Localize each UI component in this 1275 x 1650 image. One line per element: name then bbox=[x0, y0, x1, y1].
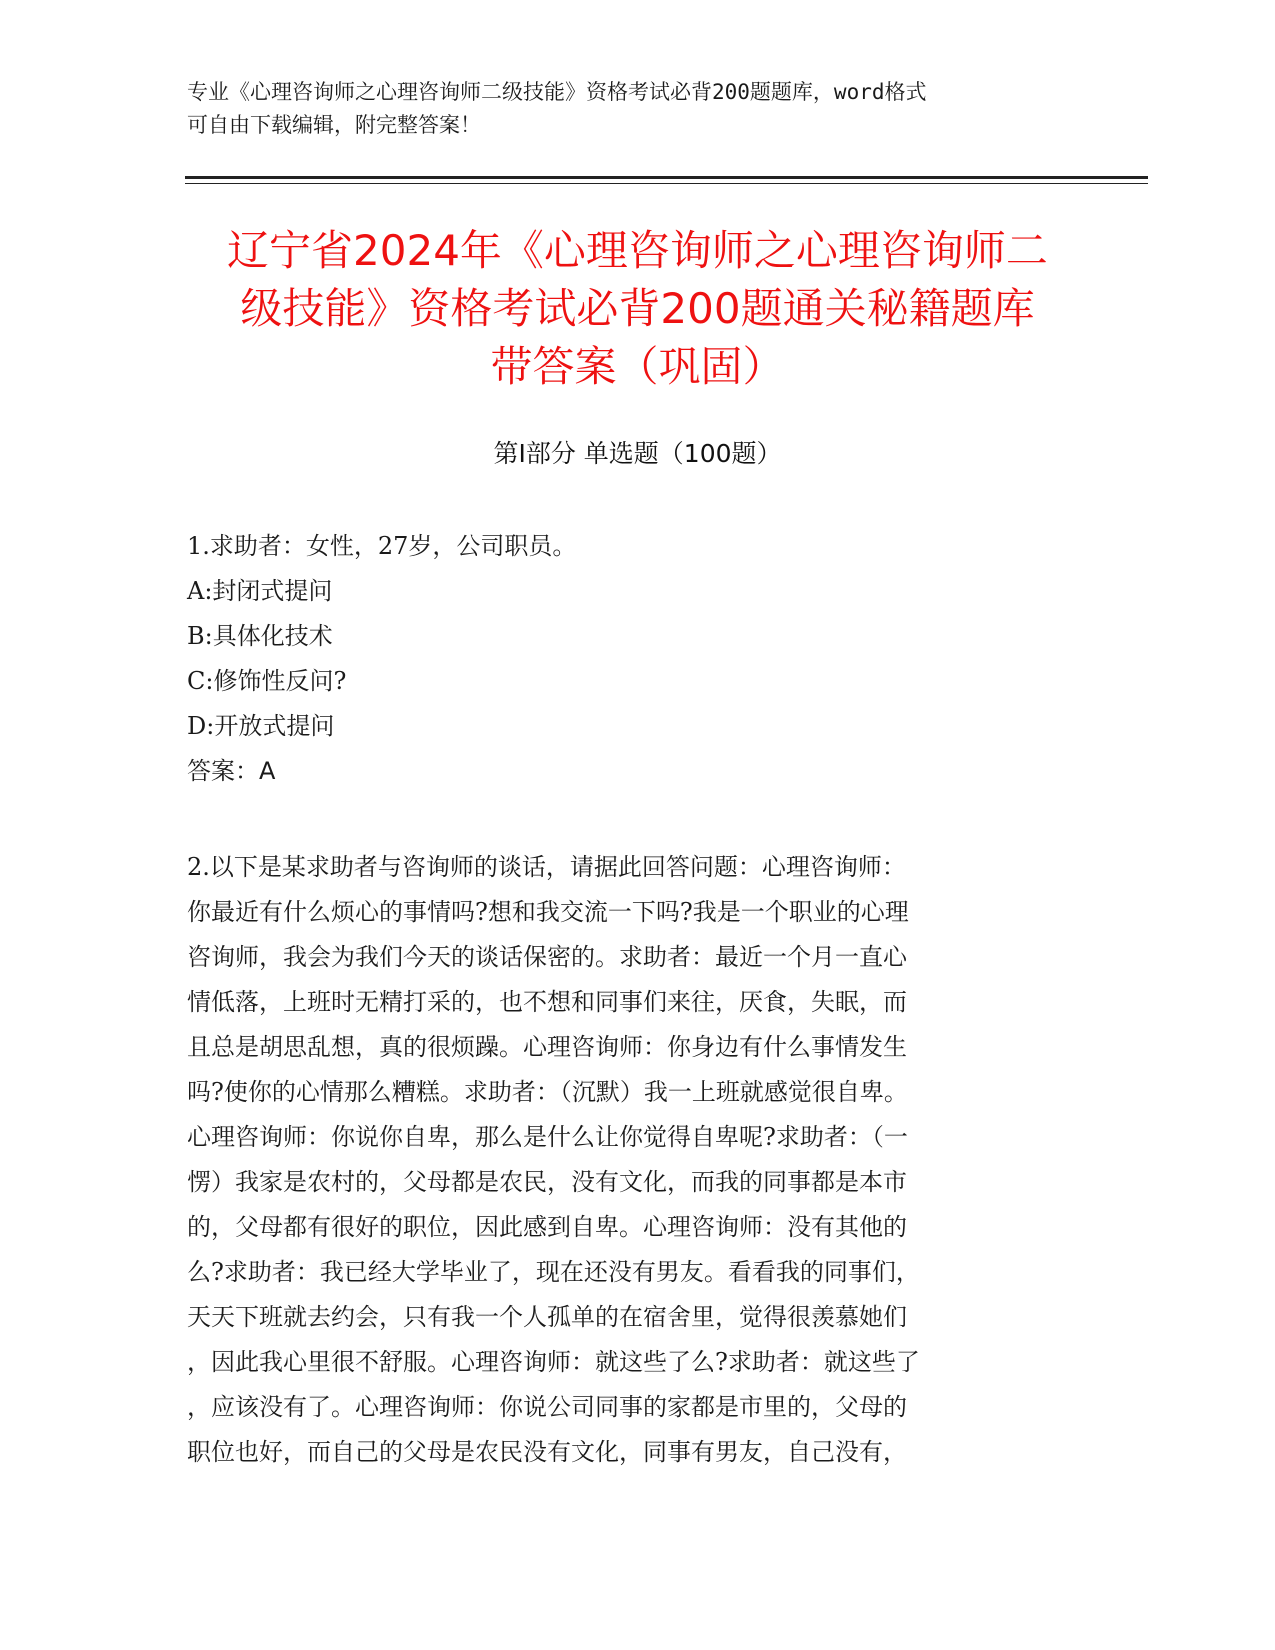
question-1 bbox=[187, 524, 1087, 794]
question-text-line: 2.以下是某求助者与咨询师的谈话，请据此回答问题：心理咨询师： bbox=[187, 853, 906, 881]
question-text-line: 情低落，上班时无精打采的，也不想和同事们来往，厌食，失眠，而 bbox=[187, 988, 907, 1016]
question-text-line: 吗?使你的心情那么糟糕。求助者：（沉默）我一上班就感觉很自卑。 bbox=[187, 1078, 908, 1106]
question-text-line: 咨询师，我会为我们今天的谈话保密的。求助者：最近一个月一直心 bbox=[187, 943, 907, 971]
answer-line: 答案：A bbox=[187, 757, 276, 785]
question-text-line: 愣）我家是农村的，父母都是农民，没有文化，而我的同事都是本市 bbox=[187, 1168, 907, 1196]
question-text-line: ，应该没有了。心理咨询师：你说公司同事的家都是市里的，父母的 bbox=[187, 1393, 907, 1421]
section-heading: 第I部分 单选题（100题） bbox=[493, 439, 782, 468]
question-text-line: 天天下班就去约会，只有我一个人孤单的在宿舍里，觉得很羡慕她们 bbox=[187, 1303, 907, 1331]
header-note bbox=[187, 76, 1087, 142]
question-text-line: 且总是胡思乱想，真的很烦躁。心理咨询师：你身边有什么事情发生 bbox=[187, 1033, 907, 1061]
question-text-line: 么?求助者：我已经大学毕业了，现在还没有男友。看看我的同事们， bbox=[187, 1258, 920, 1286]
header-note-line: 专业《心理咨询师之心理咨询师二级技能》资格考试必背200题题库，word格式 bbox=[187, 80, 927, 104]
header-divider-thin bbox=[185, 183, 1148, 184]
question-text-line: 职位也好，而自己的父母是农民没有文化，同事有男友，自己没有， bbox=[187, 1438, 907, 1466]
question-text-line: 心理咨询师：你说你自卑，那么是什么让你觉得自卑呢?求助者：（一 bbox=[187, 1123, 908, 1151]
title-line: 级技能》资格考试必背200题通关秘籍题库 bbox=[240, 284, 1035, 333]
option-c: C:修饰性反问? bbox=[187, 667, 347, 695]
header-divider-thick bbox=[185, 176, 1148, 179]
option-b: B:具体化技术 bbox=[187, 622, 333, 650]
question-stem: 1.求助者：女性，27岁，公司职员。 bbox=[187, 532, 577, 560]
document-title bbox=[170, 222, 1105, 396]
title-line: 带答案（巩固） bbox=[490, 342, 785, 391]
option-a: A:封闭式提问 bbox=[187, 577, 333, 605]
option-d: D:开放式提问 bbox=[187, 712, 335, 740]
question-text-line: 你最近有什么烦心的事情吗?想和我交流一下吗?我是一个职业的心理 bbox=[187, 898, 909, 926]
question-text-line: ，因此我心里很不舒服。心理咨询师：就这些了么?求助者：就这些了 bbox=[187, 1348, 920, 1376]
question-2 bbox=[187, 845, 1087, 1475]
header-note-line: 可自由下载编辑，附完整答案！ bbox=[187, 113, 481, 137]
question-text-line: 的，父母都有很好的职位，因此感到自卑。心理咨询师：没有其他的 bbox=[187, 1213, 907, 1241]
title-line: 辽宁省2024年《心理咨询师之心理咨询师二 bbox=[227, 226, 1048, 275]
